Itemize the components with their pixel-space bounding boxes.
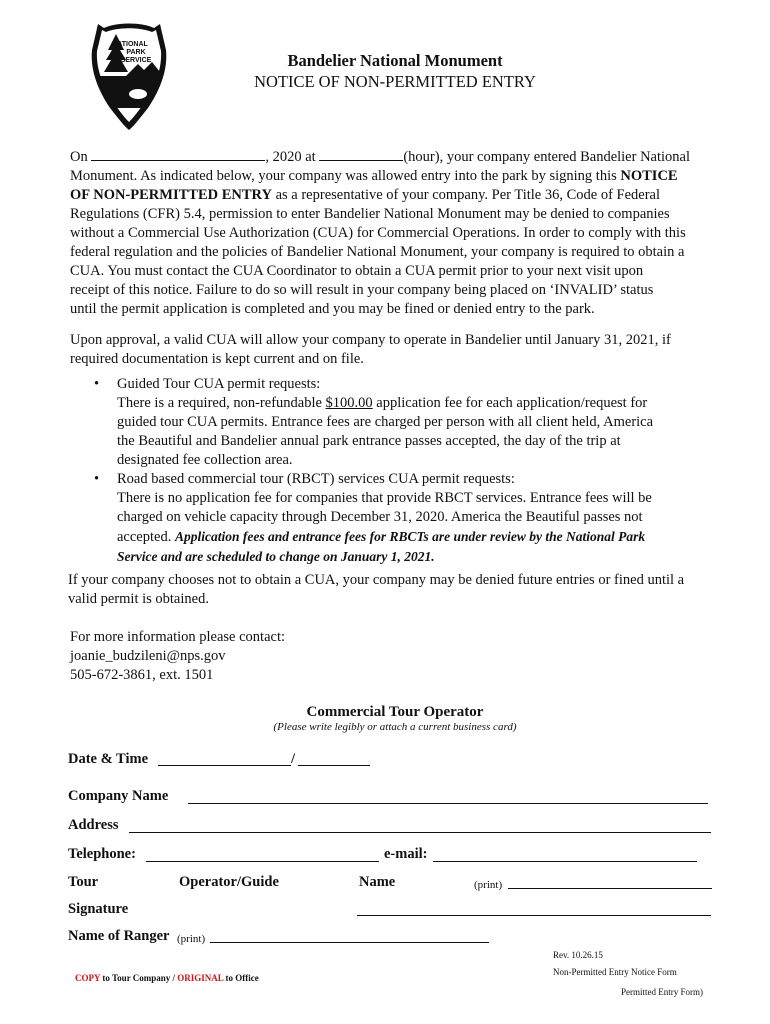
text-line: to Office bbox=[223, 973, 259, 983]
copy-label: COPY bbox=[75, 973, 101, 983]
text-line: as a representative of your company. Per Title 36, Code of Federal bbox=[271, 187, 661, 203]
text-line: Monument. As indicated below, your company was allowed entry into the park by signing this bbox=[70, 168, 621, 184]
document-subtitle: NOTICE OF NON-PERMITTED ENTRY bbox=[254, 72, 536, 91]
text-line: federal regulation and the policies of Bandelier National Monument, your company is required to obtain a bbox=[70, 244, 685, 260]
form-title: Commercial Tour Operator bbox=[306, 704, 484, 720]
copy-distribution-note bbox=[75, 973, 259, 983]
text-bold: NOTICE bbox=[620, 168, 678, 184]
bullet-icon: • bbox=[94, 471, 100, 487]
text-on: On bbox=[70, 149, 88, 165]
text-line: until the permit application is completed and you may be fined or denied entry to the park. bbox=[70, 301, 595, 317]
bullet-icon: • bbox=[94, 376, 100, 392]
text-line: guided tour CUA permits. Entrance fees are charged per person with all client held, America bbox=[117, 414, 654, 430]
text-year: , 2020 at bbox=[265, 149, 316, 165]
text-line: If your company chooses not to obtain a CUA, your company may be denied future entries or fined until a bbox=[68, 572, 685, 588]
text-line: Road based commercial tour (RBCT) services CUA permit requests: bbox=[117, 471, 515, 487]
print-hint: (print) bbox=[474, 879, 503, 891]
tour-label: Tour bbox=[68, 874, 99, 890]
contact-block bbox=[70, 628, 720, 685]
email-field[interactable] bbox=[433, 861, 697, 862]
contact-phone: 505-672-3861, ext. 1501 bbox=[70, 667, 214, 683]
company-name-field[interactable] bbox=[188, 803, 708, 804]
form-subtitle: (Please write legibly or attach a current business card) bbox=[273, 721, 517, 733]
text-hour-rest: (hour), your company entered Bandelier National bbox=[403, 149, 691, 165]
text-line: charged on vehicle capacity through December 31, 2020. America the Beautiful passes not bbox=[117, 509, 643, 525]
date-time-slash: / bbox=[291, 751, 296, 767]
ranger-name-label: Name of Ranger bbox=[68, 928, 170, 944]
address-label: Address bbox=[68, 817, 119, 833]
form-name-2: Permitted Entry Form) bbox=[621, 987, 703, 997]
paragraph-notice bbox=[70, 146, 720, 319]
text-bold: OF NON-PERMITTED ENTRY bbox=[70, 187, 272, 203]
email-label: e-mail: bbox=[384, 846, 428, 862]
paragraph-warning bbox=[68, 571, 718, 609]
operator-guide-label: Operator/Guide bbox=[179, 874, 279, 890]
text-line: the Beautiful and Bandelier annual park entrance passes accepted, the day of the trip at bbox=[117, 433, 621, 449]
contact-email: joanie_budzileni@nps.gov bbox=[70, 648, 226, 664]
ranger-name-field[interactable] bbox=[210, 942, 489, 943]
text-line: designated fee collection area. bbox=[117, 452, 293, 468]
logo-text-park: PARK bbox=[126, 49, 146, 56]
hour-blank bbox=[319, 146, 403, 161]
text-line: to Tour Company / bbox=[100, 973, 178, 983]
fee-amount: $100.00 bbox=[325, 395, 373, 411]
print-hint: (print) bbox=[177, 933, 206, 945]
date-field[interactable] bbox=[158, 765, 291, 766]
date-time-label: Date & Time bbox=[68, 751, 149, 767]
signature-field[interactable] bbox=[357, 915, 711, 916]
signature-label: Signature bbox=[68, 901, 129, 917]
company-name-label: Company Name bbox=[68, 788, 169, 804]
text-line: required documentation is kept current and on file. bbox=[70, 351, 364, 367]
paragraph-approval bbox=[70, 331, 720, 369]
text-line: without a Commercial Use Authorization (CUA) for Commercial Operations. In order to comply with this bbox=[70, 225, 686, 241]
text-line: For more information please contact: bbox=[70, 629, 286, 645]
list-item bbox=[70, 470, 720, 566]
text-line: application fee for each application/request for bbox=[372, 395, 648, 411]
form-name: Non-Permitted Entry Notice Form bbox=[553, 967, 677, 977]
text-line: valid permit is obtained. bbox=[68, 591, 209, 607]
text-bold-italic: Service and are scheduled to change on January 1, 2021. bbox=[117, 549, 435, 564]
logo-text-service: SERVICE bbox=[120, 57, 152, 64]
permit-bullet-list bbox=[70, 375, 720, 566]
time-field[interactable] bbox=[298, 765, 370, 766]
text-line: Guided Tour CUA permit requests: bbox=[117, 376, 321, 392]
list-item bbox=[70, 375, 720, 470]
telephone-field[interactable] bbox=[146, 861, 379, 862]
name-label: Name bbox=[359, 874, 396, 890]
nps-arrowhead-logo bbox=[86, 20, 172, 132]
text-line: There is no application fee for companies that provide RBCT services. Entrance fees will be bbox=[117, 490, 652, 506]
date-blank bbox=[91, 146, 265, 161]
text-line: Regulations (CFR) 5.4, permission to enter Bandelier National Monument may be denied to companies bbox=[70, 206, 670, 222]
operator-name-field[interactable] bbox=[508, 888, 712, 889]
document-header bbox=[180, 50, 610, 92]
document-title: Bandelier National Monument bbox=[287, 51, 503, 70]
text-line: Upon approval, a valid CUA will allow your company to operate in Bandelier until January 31, 2021, if bbox=[70, 332, 671, 348]
revision-date: Rev. 10.26.15 bbox=[553, 950, 603, 960]
telephone-label: Telephone: bbox=[68, 846, 136, 862]
text-line: CUA. You must contact the CUA Coordinator to obtain a CUA permit prior to your next visit upon bbox=[70, 263, 644, 279]
text-line: There is a required, non-refundable bbox=[117, 395, 326, 411]
text-line: receipt of this notice. Failure to do so will result in your company being placed on ‘INVALID’ status bbox=[70, 282, 654, 298]
text-line: accepted. bbox=[117, 529, 175, 545]
text-bold-italic: Application fees and entrance fees for RBCTs are under review by the National Park bbox=[174, 529, 646, 544]
logo-text-national: NATIONAL bbox=[112, 41, 148, 48]
original-label: ORIGINAL bbox=[177, 973, 224, 983]
address-field[interactable] bbox=[129, 832, 711, 833]
